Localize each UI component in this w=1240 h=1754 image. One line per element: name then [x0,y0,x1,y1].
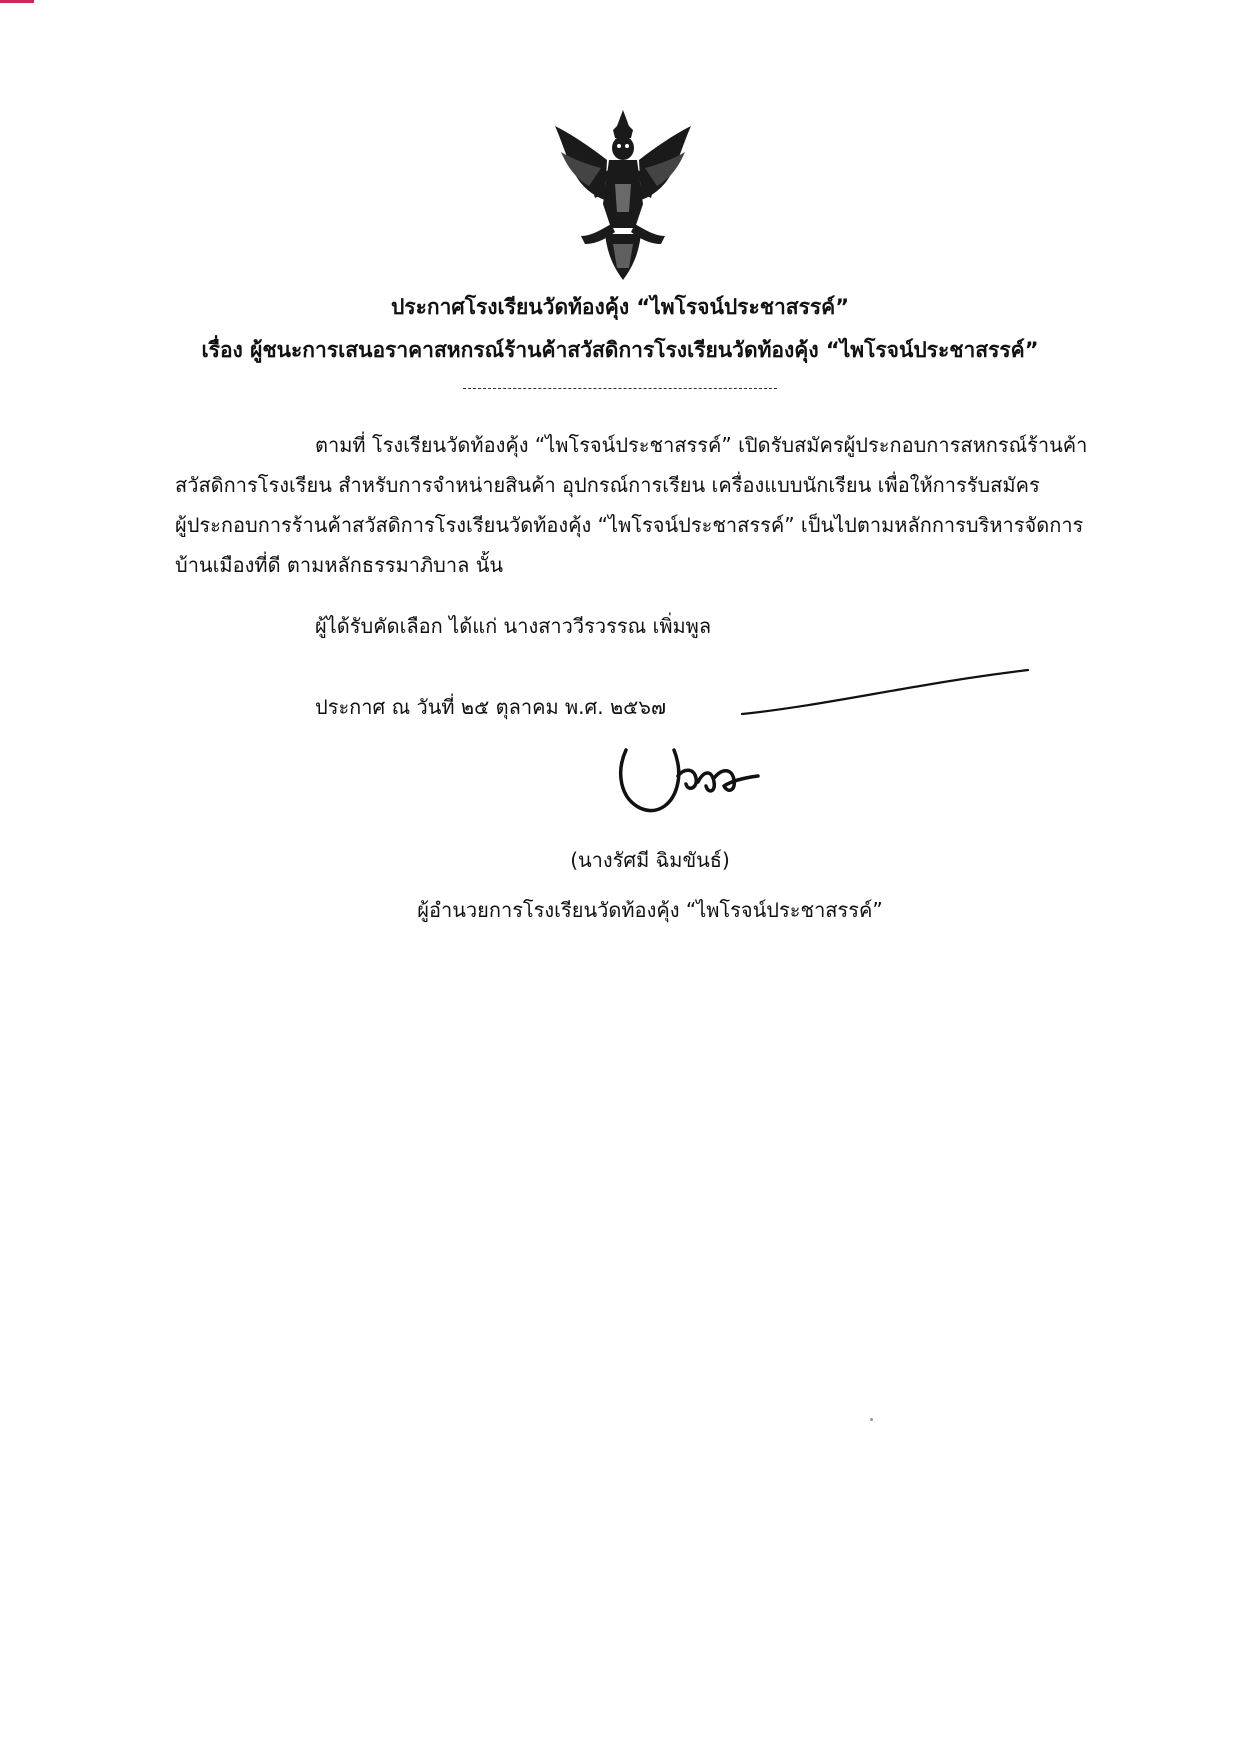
paragraph-line: ตามที่ โรงเรียนวัดท้องคุ้ง “ไพโรจน์ประชาสรรค์” เปิดรับสมัครผู้ประกอบการสหกรณ์ร้านค้า [315,433,1088,457]
paragraph-line: สวัสดิการโรงเรียน สำหรับการจำหน่ายสินค้า อุปกรณ์การเรียน เครื่องแบบนักเรียน เพื่อให้การรับสมัคร [175,473,1040,497]
signature-stroke [740,668,1030,718]
scan-speck [870,1418,873,1421]
garuda-emblem-icon [545,104,701,284]
announcement-subject: เรื่อง ผู้ชนะการเสนอราคาสหกรณ์ร้านค้าสวัสดิการโรงเรียนวัดท้องคุ้ง “ไพโรจน์ประชาสรรค์” [201,338,1039,362]
paragraph-line: ผู้ประกอบการร้านค้าสวัสดิการโรงเรียนวัดท้องคุ้ง “ไพโรจน์ประชาสรรค์” เป็นไปตามหลักการบริหารจัดการ [175,513,1084,537]
paragraph-line: บ้านเมืองที่ดี ตามหลักธรรมาภิบาล นั้น [175,553,504,577]
corner-mark [0,0,34,3]
title-divider [463,388,777,389]
announce-date: ประกาศ ณ วันที่ ๒๕ ตุลาคม พ.ศ. ๒๕๖๗ [315,695,667,719]
selected-result: ผู้ได้รับคัดเลือก ได้แก่ นางสาววีรวรรณ เพิ่มพูล [315,614,712,638]
announcement-title: ประกาศโรงเรียนวัดท้องคุ้ง “ไพโรจน์ประชาสรรค์” [391,295,849,319]
body-paragraph [175,425,1088,585]
signer-name: (นางรัศมี ฉิมขันธ์) [570,848,730,872]
handwritten-signature [612,742,762,816]
signer-position: ผู้อำนวยการโรงเรียนวัดท้องคุ้ง “ไพโรจน์ประชาสรรค์” [417,898,883,922]
